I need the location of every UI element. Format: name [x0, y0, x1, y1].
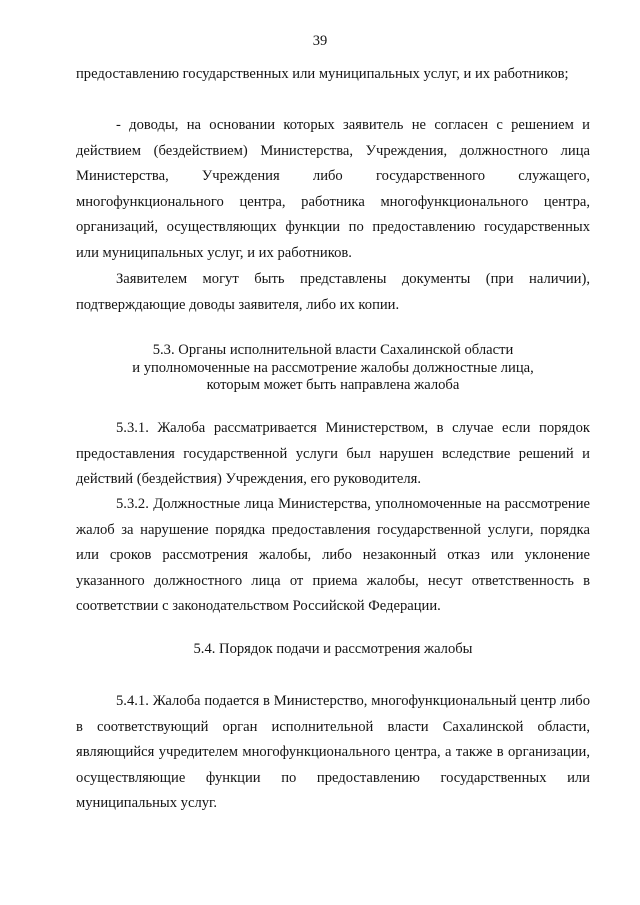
page-number: 39	[312, 33, 328, 49]
section-heading-5-3	[76, 342, 590, 395]
paragraph-arguments: - доводы, на основании которых заявитель не согласен с решением и действием (бездействием) Министерства, Учреждения, должностного лица Министерства, Учреждения либо государственного служащего, многофункционального центра, работника многофункционального центра, организаций, осуществляющих функции по предоставлению государственных или муниципальных услуг, и их работников.	[76, 117, 590, 261]
paragraph-5-4-1: 5.4.1. Жалоба подается в Министерство, многофункциональный центр либо в соответствующий орган исполнительной власти Сахалинской области, являющийся учредителем многофункционального центра, а также в организации, осуществляющие функции по предоставлению государственных или муниципальных услуг.	[76, 693, 590, 811]
paragraph-5-3-1: 5.3.1. Жалоба рассматривается Министерством, в случае если порядок предоставления государственной услуги был нарушен вследствие решений и действий (бездействия) Учреждения, его руководителя.	[76, 420, 590, 487]
heading-line: которым может быть направлена жалоба	[206, 377, 460, 393]
paragraph-continuation: предоставлению государственных или муниципальных услуг, и их работников;	[76, 66, 569, 82]
heading-line: и уполномоченные на рассмотрение жалобы должностные лица,	[132, 359, 534, 376]
section-heading-5-4	[76, 641, 590, 659]
paragraph-5-3-2: 5.3.2. Должностные лица Министерства, уполномоченные на рассмотрение жалоб за нарушение порядка предоставления государственной услуги, порядка или сроков рассмотрения жалобы, либо незаконный отказ или уклонение указанного должностного лица от приема жалобы, несут ответственность в соответствии с законодательством Российской Федерации.	[76, 496, 590, 614]
heading-line: 5.4. Порядок подачи и рассмотрения жалобы	[193, 641, 473, 657]
heading-line: 5.3. Органы исполнительной власти Сахалинской области	[152, 342, 514, 358]
paragraph-documents: Заявителем могут быть представлены документы (при наличии), подтверждающие доводы заявителя, либо их копии.	[76, 271, 590, 313]
